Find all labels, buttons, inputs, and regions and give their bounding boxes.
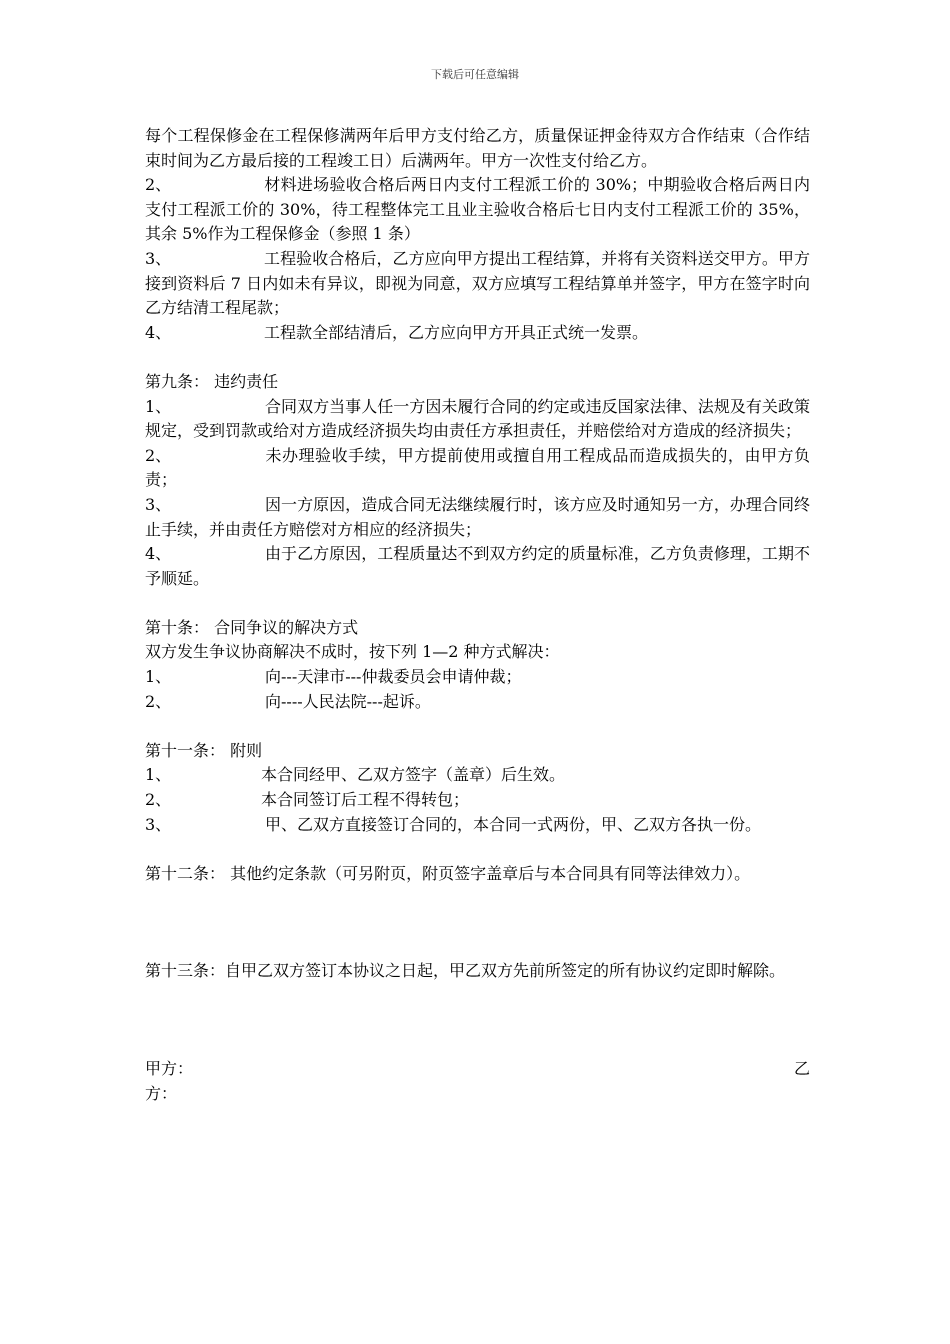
item-number: 2、 xyxy=(145,790,172,810)
item-number: 4、 xyxy=(145,544,172,564)
item-number: 1、 xyxy=(145,396,172,416)
article-12: 第十二条： 其他约定条款（可另附页，附页签字盖章后与本合同具有同等法律效力）。 xyxy=(145,863,751,883)
party-b-label-part2: 方： xyxy=(145,1083,178,1103)
paragraph: 每个工程保修金在工程保修满两年后甲方支付给乙方，质量保证押金待双方合作结束（合作结束时间为乙方最后接的工程竣工日）后满两年。甲方一次性支付给乙方。 xyxy=(145,126,810,170)
item-text: 本合同签订后工程不得转包； xyxy=(261,790,470,810)
item-number: 1、 xyxy=(145,765,172,785)
article-9-item-3 xyxy=(145,493,810,542)
item-number: 2、 xyxy=(145,175,172,195)
article-11-item-3 xyxy=(145,813,810,838)
item-text: 本合同经甲、乙双方签字（盖章）后生效。 xyxy=(261,765,566,785)
item-number: 3、 xyxy=(145,248,172,268)
document-body xyxy=(145,124,810,1106)
item-text: 工程验收合格后，乙方应向甲方提出工程结算，并将有关资料送交甲方。甲方接到资料后 7 日内如未有异议，即视为同意，双方应填写工程结算单并签字，甲方在签字时向乙方结清工程尾款； xyxy=(145,248,810,318)
item-text: 因一方原因，造成合同无法继续履行时，该方应及时通知另一方，办理合同终止手续，并由责任方赔偿对方相应的经济损失； xyxy=(145,494,810,539)
article-11-title: 第十一条： 附则 xyxy=(145,740,263,760)
article-10-title: 第十条： 合同争议的解决方式 xyxy=(145,617,359,637)
article-9-item-1 xyxy=(145,395,810,444)
article-11-item-1 xyxy=(145,763,810,788)
item-text: 工程款全部结清后，乙方应向甲方开具正式统一发票。 xyxy=(264,322,649,342)
item-number: 2、 xyxy=(145,691,172,711)
article-9-item-2 xyxy=(145,444,810,493)
payment-item-2 xyxy=(145,173,810,247)
item-number: 2、 xyxy=(145,445,172,465)
item-text: 向----人民法院---起诉。 xyxy=(265,691,431,711)
party-a-label: 甲方： xyxy=(145,1059,194,1078)
item-number: 3、 xyxy=(145,814,172,834)
item-text: 材料进场验收合格后两日内支付工程派工价的 30%；中期验收合格后两日内支付工程派工价的 30%，待工程整体完工且业主验收合格后七日内支付工程派工价的 35%，其余 5%作为工程保修金（参照 1 条） xyxy=(145,175,810,244)
article-10-item-2 xyxy=(145,690,810,715)
article-9-title: 第九条： 违约责任 xyxy=(145,371,279,391)
article-9-item-4 xyxy=(145,542,810,591)
article-10-item-1 xyxy=(145,665,810,690)
item-text: 由于乙方原因，工程质量达不到双方约定的质量标准，乙方负责修理，工期不予顺延。 xyxy=(145,544,810,588)
payment-item-4 xyxy=(145,321,810,346)
item-text: 未办理验收手续，甲方提前使用或擅自用工程成品而造成损失的，由甲方负责； xyxy=(145,445,810,490)
item-number: 4、 xyxy=(145,322,172,342)
item-number: 1、 xyxy=(145,667,172,687)
article-10-intro: 双方发生争议协商解决不成时，按下列 1—2 种方式解决： xyxy=(145,642,560,662)
payment-item-3 xyxy=(145,247,810,321)
article-11-item-2 xyxy=(145,788,810,813)
signature-line xyxy=(145,1057,810,1082)
item-text: 甲、乙双方直接签订合同的，本合同一式两份，甲、乙双方各执一份。 xyxy=(265,814,762,834)
party-b-label-part1: 乙 xyxy=(793,1059,810,1078)
article-13: 第十三条：自甲乙双方签订本协议之日起，甲乙双方先前所签定的所有协议约定即时解除。 xyxy=(145,961,786,981)
page-header: 下载后可任意编辑 xyxy=(431,68,519,81)
item-text: 合同双方当事人任一方因未履行合同的约定或违反国家法律、法规及有关政策规定，受到罚款或给对方造成经济损失均由责任方承担责任，并赔偿给对方造成的经济损失； xyxy=(145,396,810,441)
item-number: 3、 xyxy=(145,494,172,514)
item-text: 向---天津市---仲裁委员会申请仲裁； xyxy=(265,667,522,687)
